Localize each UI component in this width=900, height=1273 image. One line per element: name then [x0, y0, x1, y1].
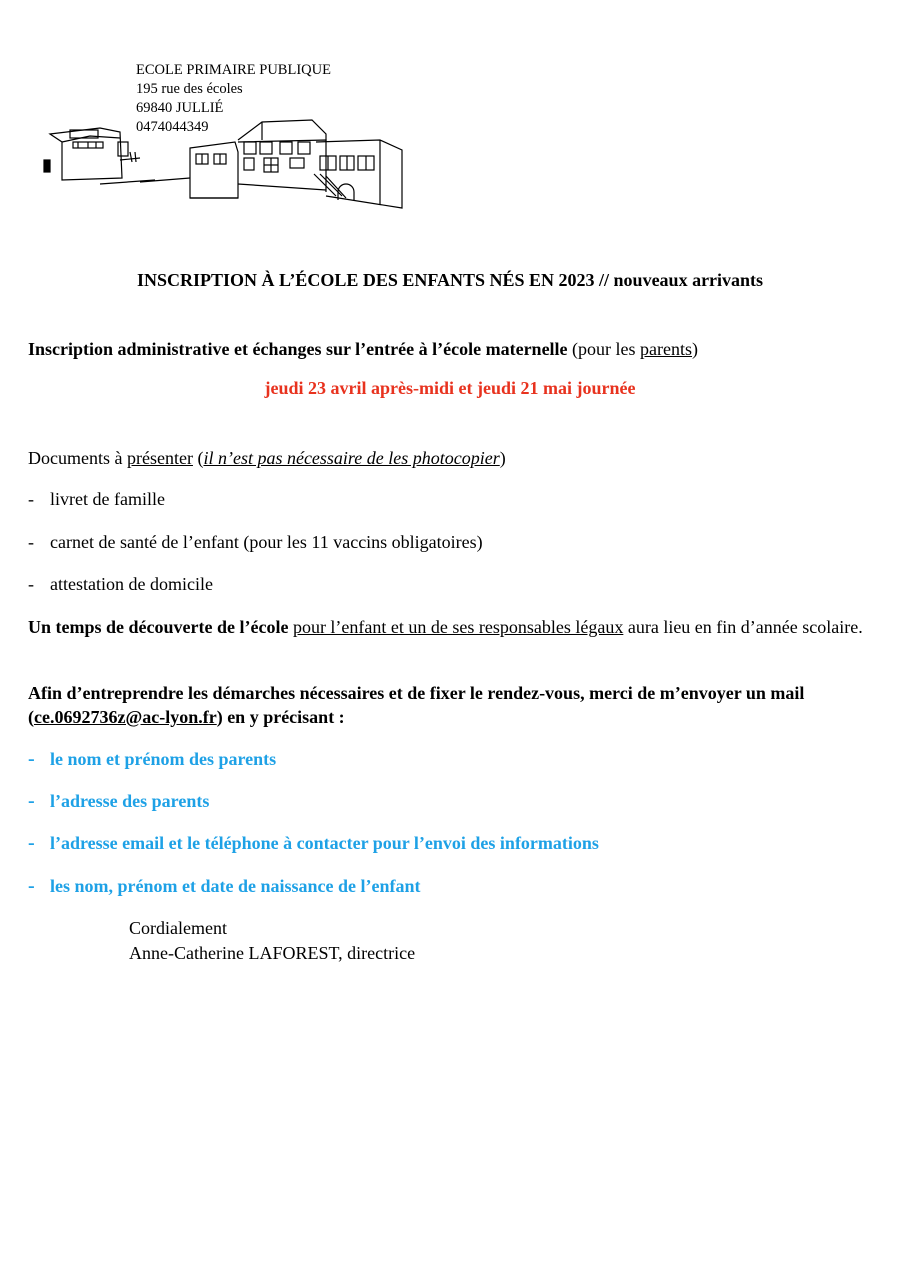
school-street: 195 rue des écoles [136, 81, 243, 97]
list-item-text: l’adresse email et le téléphone à contacter pour l’envoi des informations [50, 833, 599, 853]
registration-dates: jeudi 23 avril après-midi et jeudi 21 mai journée [264, 378, 636, 398]
documents-pre: Documents à [28, 448, 127, 468]
email-link[interactable]: ce.0692736z@ac-lyon.fr [34, 707, 217, 727]
list-dash: - [28, 532, 34, 552]
request-post: ) en y précisant : [216, 707, 345, 727]
list-dash: - [28, 748, 35, 770]
documents-heading [28, 446, 878, 470]
list-item-text: attestation de domicile [50, 574, 213, 594]
list-item [28, 747, 276, 771]
list-item [28, 572, 213, 596]
list-item-text: l’adresse des parents [50, 791, 210, 811]
documents-post: ) [499, 448, 506, 468]
list-item [28, 789, 209, 813]
admin-pre: (pour les [567, 339, 641, 359]
list-dash: - [28, 489, 34, 509]
list-item-text: livret de famille [50, 489, 165, 509]
list-item [28, 530, 483, 554]
school-name: ECOLE PRIMAIRE PUBLIQUE [136, 62, 331, 78]
request-paragraph [28, 681, 878, 729]
discovery-rest: aura lieu en fin d’année scolaire. [623, 617, 863, 637]
request-pre: Afin d’entreprendre les démarches nécessaires et de fixer le rendez-vous, merci de m’envoyer un mail ( [28, 683, 805, 727]
admin-bold: Inscription administrative et échanges sur l’entrée à l’école maternelle [28, 339, 568, 359]
list-item [28, 831, 599, 855]
list-item [28, 874, 420, 898]
discovery-bold: Un temps de découverte de l’école [28, 617, 289, 637]
list-item-text: carnet de santé de l’enfant (pour les 11 vaccins obligatoires) [50, 532, 483, 552]
discovery-paragraph [28, 615, 878, 639]
school-city: 69840 JULLIÉ [136, 100, 224, 116]
list-item [28, 487, 165, 511]
list-item-text: les nom, prénom et date de naissance de l’enfant [50, 876, 421, 896]
list-dash: - [28, 832, 35, 854]
documents-presenter: présenter [126, 448, 193, 468]
list-dash: - [28, 875, 35, 897]
list-item-text: le nom et prénom des parents [50, 749, 277, 769]
school-building-drawing [40, 112, 410, 210]
documents-note: il n’est pas nécessaire de les photocopier [203, 448, 500, 468]
discovery-underlined: pour l’enfant et un de ses responsables légaux [292, 617, 624, 637]
admin-registration [28, 337, 878, 361]
list-dash: - [28, 790, 35, 812]
school-phone: 0474044349 [136, 119, 209, 135]
admin-post: ) [692, 339, 699, 359]
signature [129, 916, 415, 966]
signature-closing: Cordialement [129, 918, 227, 938]
documents-space: ( [192, 448, 204, 468]
page-title: INSCRIPTION À L’ÉCOLE DES ENFANTS NÉS EN 2023 // nouveaux arrivants [136, 270, 764, 290]
signature-name: Anne-Catherine LAFOREST, directrice [129, 943, 416, 963]
admin-parents: parents [640, 339, 693, 359]
list-dash: - [28, 574, 34, 594]
